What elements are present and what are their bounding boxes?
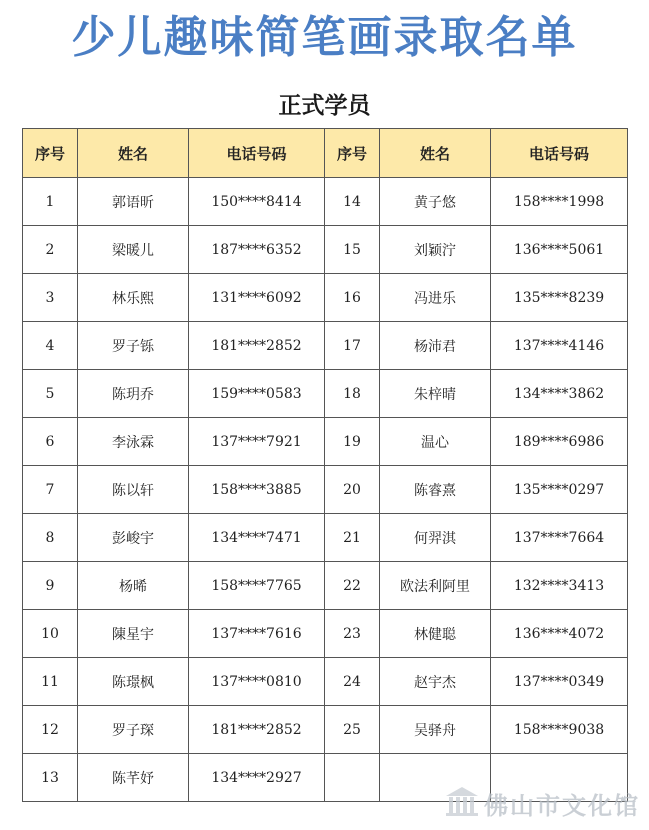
cell-index-right — [325, 754, 380, 802]
cell-phone-left: 137****7616 — [189, 610, 325, 658]
cell-index-left: 5 — [23, 370, 78, 418]
cell-index-right: 25 — [325, 706, 380, 754]
cell-name-right: 冯进乐 — [380, 274, 491, 322]
header-name-right: 姓名 — [380, 129, 491, 178]
cell-index-left: 11 — [23, 658, 78, 706]
cell-name-left: 陈芊妤 — [78, 754, 189, 802]
cell-name-right: 朱梓晴 — [380, 370, 491, 418]
cell-phone-right: 137****4146 — [491, 322, 628, 370]
cell-index-right: 17 — [325, 322, 380, 370]
cell-phone-left: 158****3885 — [189, 466, 325, 514]
cell-phone-right: 158****9038 — [491, 706, 628, 754]
table-row — [23, 226, 628, 274]
cell-index-left: 9 — [23, 562, 78, 610]
cell-phone-left: 181****2852 — [189, 706, 325, 754]
cell-index-right: 16 — [325, 274, 380, 322]
cell-name-left: 陳星宇 — [78, 610, 189, 658]
table-row — [23, 274, 628, 322]
cell-index-left: 3 — [23, 274, 78, 322]
cell-name-left: 郭语昕 — [78, 178, 189, 226]
watermark — [440, 782, 645, 822]
cell-name-left: 李泳霖 — [78, 418, 189, 466]
cell-index-left: 4 — [23, 322, 78, 370]
cell-index-right: 22 — [325, 562, 380, 610]
cell-name-right: 何羿淇 — [380, 514, 491, 562]
cell-phone-left: 137****0810 — [189, 658, 325, 706]
table-row — [23, 370, 628, 418]
watermark-text: 佛山市文化馆 — [484, 792, 640, 820]
cell-name-right: 温心 — [380, 418, 491, 466]
table-row — [23, 514, 628, 562]
table-row — [23, 706, 628, 754]
page-title: 少儿趣味简笔画录取名单 — [71, 12, 578, 63]
cell-phone-right: 136****5061 — [491, 226, 628, 274]
cell-phone-left: 181****2852 — [189, 322, 325, 370]
cell-name-left: 杨晞 — [78, 562, 189, 610]
cell-name-left: 罗子铄 — [78, 322, 189, 370]
header-name-left: 姓名 — [78, 129, 189, 178]
cell-name-left: 林乐熙 — [78, 274, 189, 322]
cell-index-right: 24 — [325, 658, 380, 706]
table-row — [23, 658, 628, 706]
cell-index-left: 13 — [23, 754, 78, 802]
cell-phone-left: 150****8414 — [189, 178, 325, 226]
cell-name-right: 黄子悠 — [380, 178, 491, 226]
cell-index-left: 7 — [23, 466, 78, 514]
cell-phone-right: 189****6986 — [491, 418, 628, 466]
cell-name-left: 彭峻宇 — [78, 514, 189, 562]
building-icon — [444, 784, 480, 818]
cell-name-left: 陈玥乔 — [78, 370, 189, 418]
cell-phone-right: 132****3413 — [491, 562, 628, 610]
cell-index-left: 10 — [23, 610, 78, 658]
cell-index-left: 1 — [23, 178, 78, 226]
cell-phone-right: 135****8239 — [491, 274, 628, 322]
table-row — [23, 466, 628, 514]
cell-phone-right: 135****0297 — [491, 466, 628, 514]
cell-name-right: 赵宇杰 — [380, 658, 491, 706]
cell-phone-left: 187****6352 — [189, 226, 325, 274]
table-row — [23, 562, 628, 610]
cell-phone-right: 134****3862 — [491, 370, 628, 418]
cell-name-left: 梁暖儿 — [78, 226, 189, 274]
cell-index-left: 12 — [23, 706, 78, 754]
cell-name-left: 陈璟枫 — [78, 658, 189, 706]
table-row — [23, 610, 628, 658]
table-row — [23, 178, 628, 226]
section-title: 正式学员 — [278, 93, 371, 119]
cell-phone-right: 137****0349 — [491, 658, 628, 706]
cell-name-left: 罗子琛 — [78, 706, 189, 754]
cell-phone-left: 159****0583 — [189, 370, 325, 418]
cell-index-right: 18 — [325, 370, 380, 418]
cell-index-right: 23 — [325, 610, 380, 658]
cell-name-right: 刘颖泞 — [380, 226, 491, 274]
cell-phone-left: 134****2927 — [189, 754, 325, 802]
cell-phone-left: 131****6092 — [189, 274, 325, 322]
cell-phone-right: 137****7664 — [491, 514, 628, 562]
cell-index-right: 15 — [325, 226, 380, 274]
cell-name-right: 杨沛君 — [380, 322, 491, 370]
cell-name-right: 陈睿熹 — [380, 466, 491, 514]
header-index-right: 序号 — [325, 129, 380, 178]
header-phone-left: 电话号码 — [189, 129, 325, 178]
cell-index-left: 8 — [23, 514, 78, 562]
cell-name-left: 陈以轩 — [78, 466, 189, 514]
cell-phone-left: 137****7921 — [189, 418, 325, 466]
cell-index-right: 14 — [325, 178, 380, 226]
cell-phone-right: 158****1998 — [491, 178, 628, 226]
cell-name-right: 欧法利阿里 — [380, 562, 491, 610]
cell-index-left: 6 — [23, 418, 78, 466]
cell-name-right: 吴驿舟 — [380, 706, 491, 754]
table-header-row — [23, 129, 628, 178]
cell-index-right: 21 — [325, 514, 380, 562]
cell-index-right: 20 — [325, 466, 380, 514]
cell-index-left: 2 — [23, 226, 78, 274]
table-row — [23, 418, 628, 466]
cell-phone-right: 136****4072 — [491, 610, 628, 658]
header-phone-right: 电话号码 — [491, 129, 628, 178]
cell-name-right: 林健聪 — [380, 610, 491, 658]
cell-phone-left: 158****7765 — [189, 562, 325, 610]
student-table — [22, 128, 628, 802]
cell-phone-left: 134****7471 — [189, 514, 325, 562]
cell-index-right: 19 — [325, 418, 380, 466]
table-row — [23, 322, 628, 370]
header-index-left: 序号 — [23, 129, 78, 178]
